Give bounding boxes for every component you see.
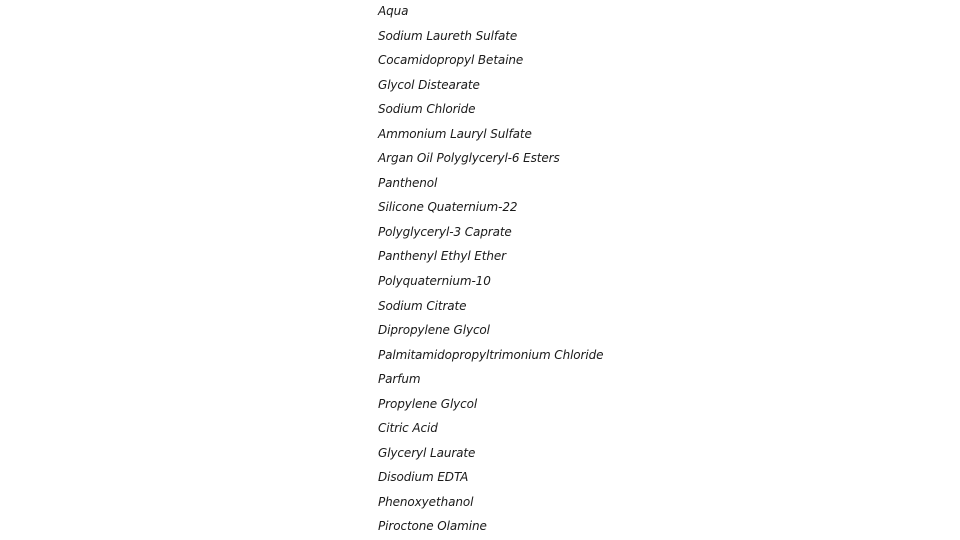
ingredient-item: Ammonium Lauryl Sulfate bbox=[378, 126, 532, 141]
ingredient-item: Polyquaternium-10 bbox=[378, 274, 491, 289]
ingredient-item: Glycol Distearate bbox=[378, 77, 480, 92]
ingredient-item: Palmitamidopropyltrimonium Chloride bbox=[378, 347, 604, 362]
ingredient-item: Polyglyceryl-3 Caprate bbox=[378, 224, 512, 239]
ingredient-item: Phenoxyethanol bbox=[378, 494, 474, 509]
ingredient-item: Dipropylene Glycol bbox=[378, 323, 490, 338]
ingredient-item: Disodium EDTA bbox=[378, 470, 469, 485]
ingredient-item: Panthenol bbox=[378, 175, 438, 190]
ingredient-item: Silicone Quaternium-22 bbox=[378, 200, 518, 215]
ingredient-item: Cocamidopropyl Betaine bbox=[378, 53, 524, 68]
ingredient-item: Argan Oil Polyglyceryl-6 Esters bbox=[378, 151, 560, 166]
ingredient-item: Propylene Glycol bbox=[378, 396, 478, 411]
ingredient-item: Sodium Chloride bbox=[378, 102, 476, 117]
ingredient-item: Parfum bbox=[378, 372, 421, 387]
ingredient-item: Sodium Citrate bbox=[378, 298, 467, 313]
ingredient-item: Aqua bbox=[378, 4, 409, 18]
ingredient-item: Piroctone Olamine bbox=[378, 519, 487, 534]
ingredient-list bbox=[378, 0, 603, 540]
ingredient-item: Citric Acid bbox=[378, 421, 438, 436]
ingredient-item: Glyceryl Laurate bbox=[378, 445, 476, 460]
ingredient-item: Sodium Laureth Sulfate bbox=[378, 28, 518, 43]
ingredient-item: Panthenyl Ethyl Ether bbox=[378, 249, 506, 264]
